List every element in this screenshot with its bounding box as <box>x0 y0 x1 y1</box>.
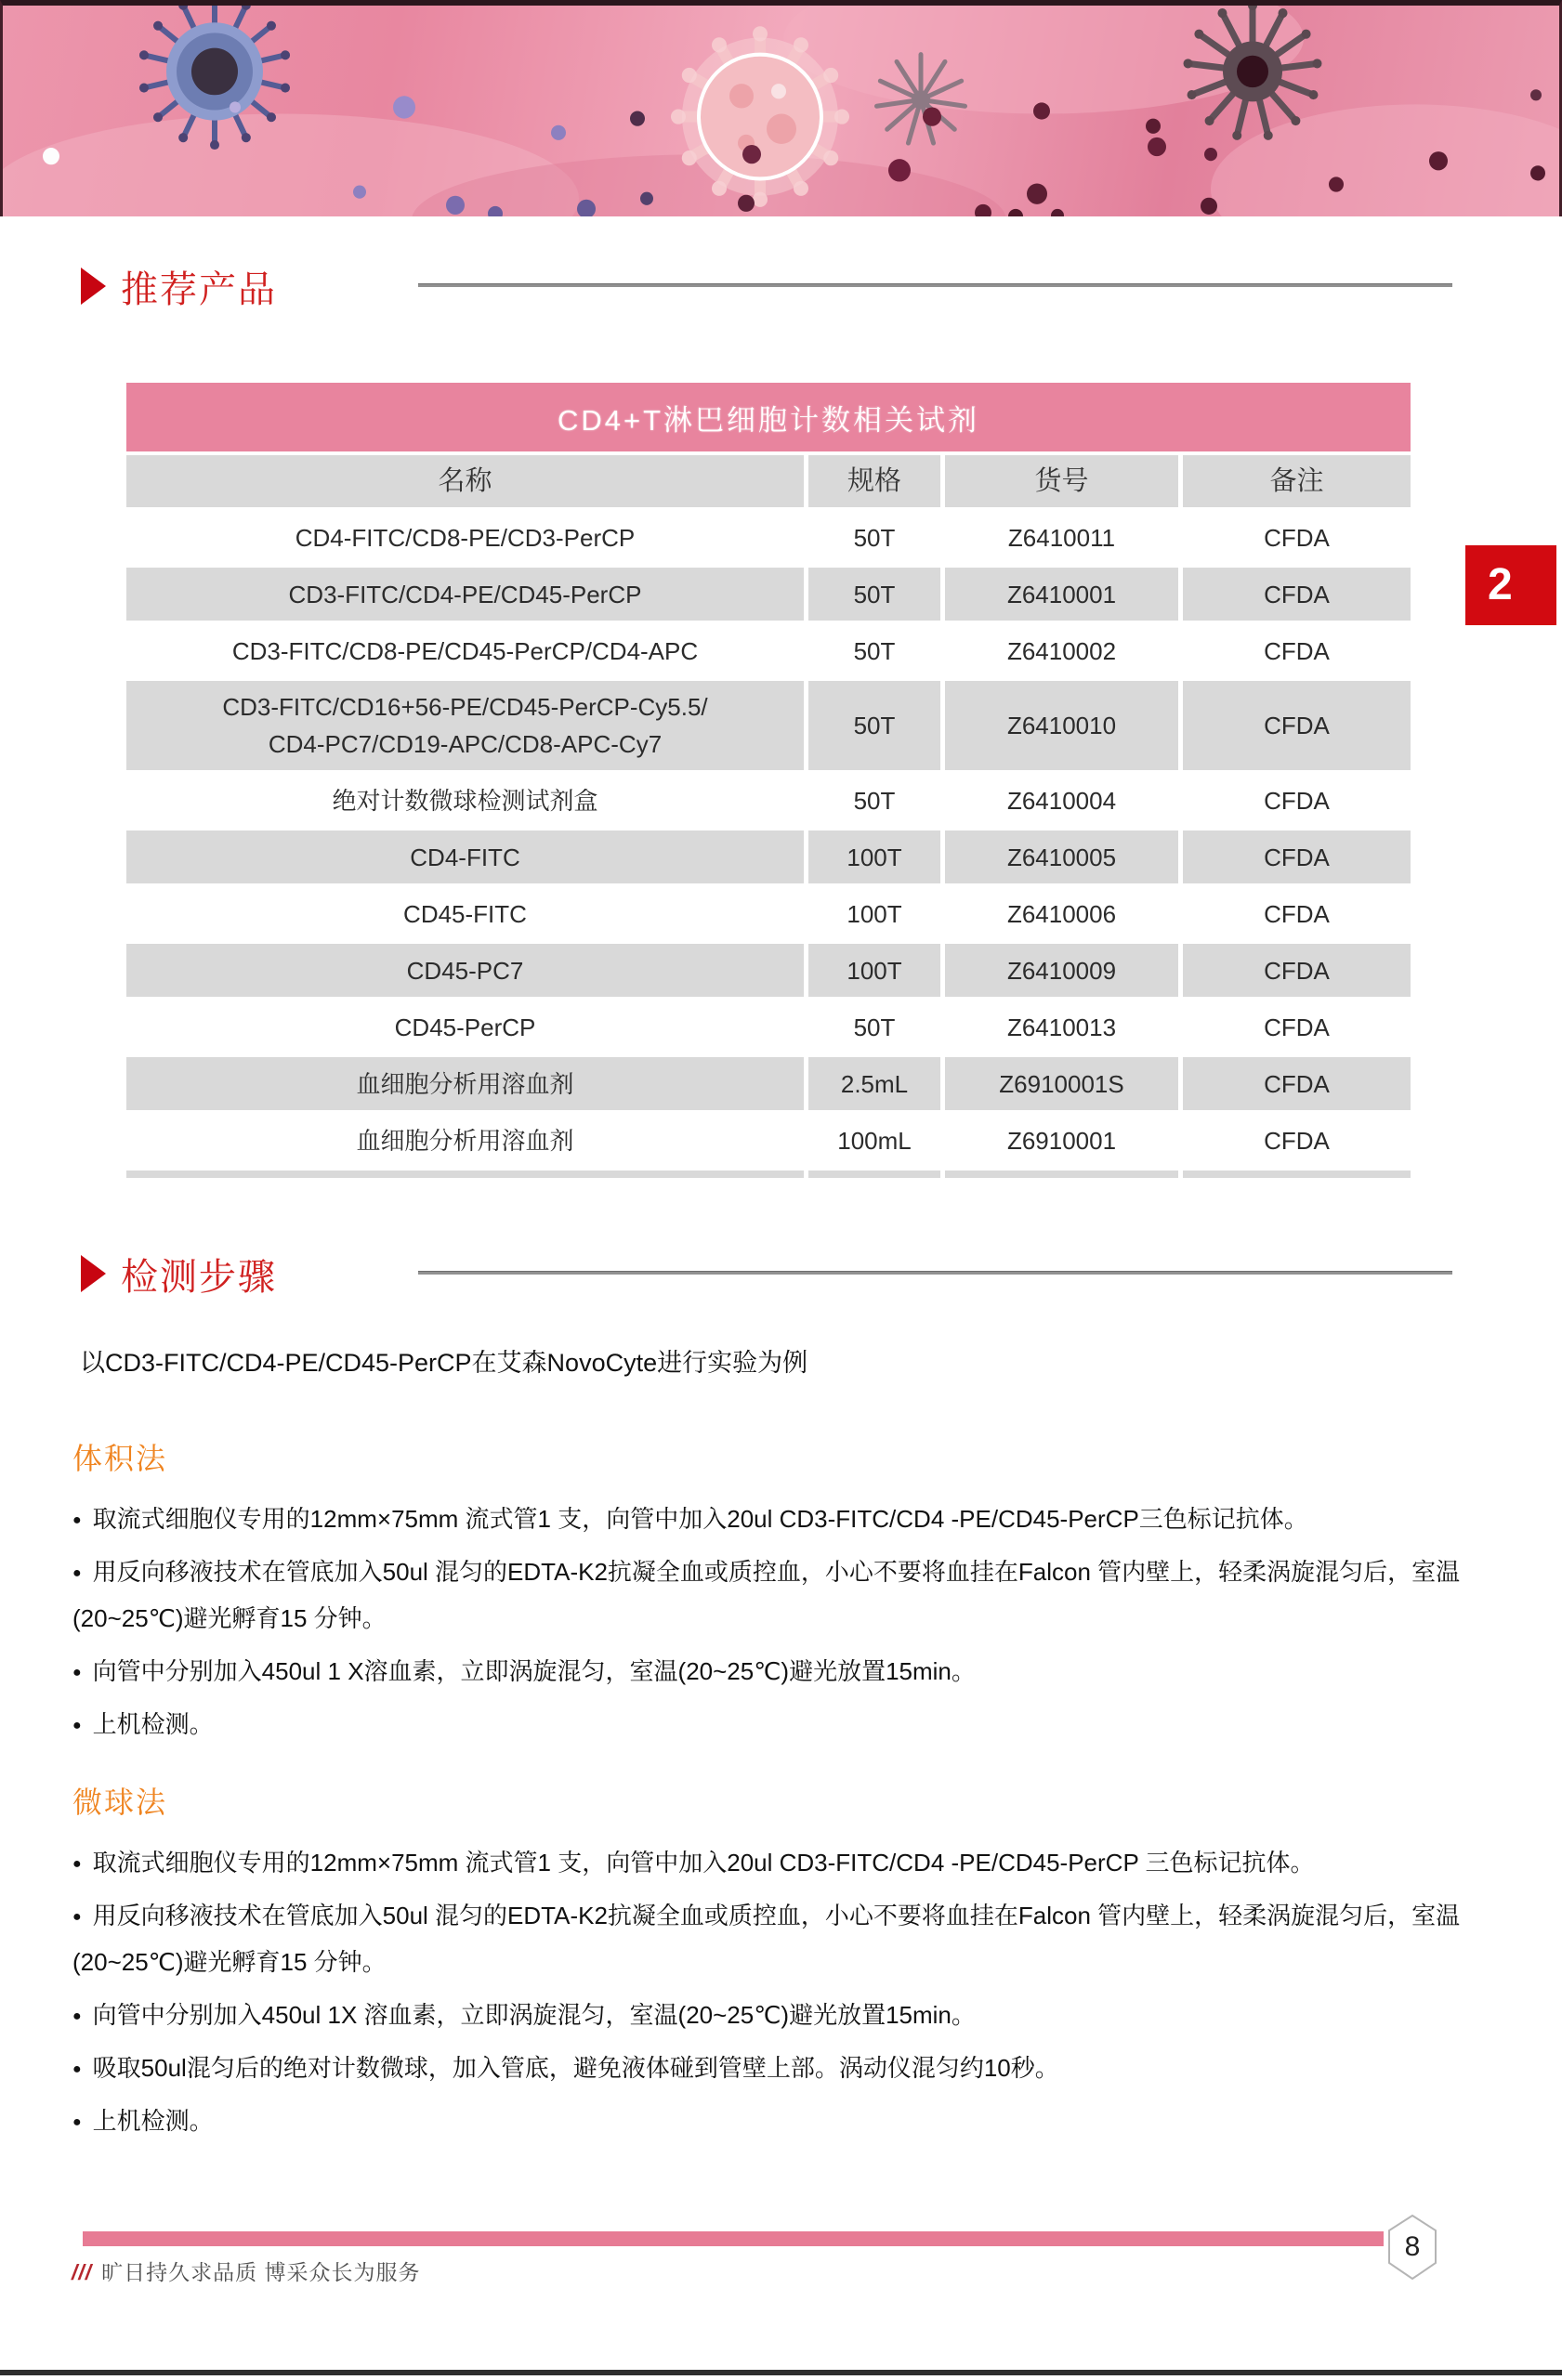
strip-cell <box>126 1170 804 1178</box>
table-cell-cat: Z6410005 <box>945 830 1178 883</box>
bullet-dot-icon: ● <box>72 1512 82 1528</box>
table-cell-cat: Z6410006 <box>1006 899 1117 928</box>
chapter-tab: 2 <box>1465 545 1556 625</box>
table-header-row <box>126 455 1411 507</box>
bullet-dot-icon: ● <box>72 2114 82 2130</box>
section-rule <box>418 283 1452 287</box>
hero-art <box>3 6 1559 216</box>
table-cell-spec: 50T <box>808 568 940 621</box>
steps-intro: 以CD3-FITC/CD4-PE/CD45-PerCP在艾森NovoCyte进行实验为例 <box>80 1349 808 1377</box>
page-number: 8 <box>1404 2231 1421 2262</box>
table-cell-note: CFDA <box>1264 786 1330 815</box>
footer-bar <box>83 2231 1384 2246</box>
table-cell-name: 血细胞分析用溶血剂 <box>126 1057 804 1110</box>
strip-cell <box>1183 1170 1411 1178</box>
table-cell-name: CD45-PerCP <box>394 1013 536 1041</box>
column-header-spec: 规格 <box>808 455 940 507</box>
table-cell-note: CFDA <box>1183 568 1411 621</box>
table-cell-spec: 100T <box>847 899 902 928</box>
table-cell-spec: 50T <box>808 681 940 770</box>
strip-cell <box>808 1170 940 1178</box>
table-cell-note: CFDA <box>1264 899 1330 928</box>
table-cell-name: CD4-FITC <box>126 830 804 883</box>
table-cell-name: CD45-FITC <box>403 899 527 928</box>
table-cell-cat: Z6410010 <box>945 681 1178 770</box>
section-recommended-products <box>81 260 277 312</box>
bullet-line: ● 向管中分别加入450ul 1X 溶血素，立即涡旋混匀，室温(20~25℃)避光放置15min。 <box>72 2001 976 2029</box>
table-cell-spec: 50T <box>853 786 896 815</box>
table-cell-name: 血细胞分析用溶血剂 <box>356 1126 574 1155</box>
slogan-text: 旷日持久求品质 博采众长为服务 <box>101 2260 421 2284</box>
strip-cell <box>945 1170 1178 1178</box>
table-row <box>126 774 1411 827</box>
method-heading: 微球法 <box>72 1785 168 1819</box>
bullet-dot-icon: ● <box>72 1718 82 1733</box>
bullet-dot-icon: ● <box>72 2061 82 2077</box>
method-bullets <box>72 1839 1468 2144</box>
slash-marks-icon: /// <box>72 2260 93 2284</box>
table-cell-note: CFDA <box>1183 944 1411 997</box>
table-cell-note: CFDA <box>1183 681 1411 770</box>
table-row <box>126 568 1411 621</box>
bullet-line: ● 取流式细胞仪专用的12mm×75mm 流式管1 支，向管中加入20ul CD3-FITC/CD4 -PE/CD45-PerCP 三色标记抗体。 <box>72 1849 1315 1877</box>
table-row <box>126 887 1411 940</box>
product-table <box>126 383 1411 1178</box>
table-cell-name: CD45-PC7 <box>126 944 804 997</box>
table-cell-cat: Z6910001S <box>945 1057 1178 1110</box>
table-row <box>126 1000 1411 1053</box>
table-cell-note: CFDA <box>1264 1013 1330 1041</box>
red-triangle-icon <box>81 268 106 305</box>
table-cell-name: CD3-FITC/CD16+56-PE/CD45-PerCP-Cy5.5/ CD4-PC7/CD19-APC/CD8-APC-Cy7 <box>126 681 804 770</box>
table-row <box>126 681 1411 770</box>
bullet-line: ● 上机检测。 <box>72 2107 214 2135</box>
table-row <box>126 624 1411 677</box>
table-cell-note: CFDA <box>1264 523 1330 552</box>
table-cell-spec: 50T <box>853 636 896 665</box>
table-body <box>126 511 1411 1167</box>
bullet-dot-icon: ● <box>72 1856 82 1872</box>
table-cell-note: CFDA <box>1183 1057 1411 1110</box>
table-cell-spec: 50T <box>853 523 896 552</box>
table-cell-note: CFDA <box>1264 636 1330 665</box>
table-cell-spec: 100T <box>808 944 940 997</box>
bullet-line: ● 取流式细胞仪专用的12mm×75mm 流式管1 支，向管中加入20ul CD3-FITC/CD4 -PE/CD45-PerCP三色标记抗体。 <box>72 1505 1308 1533</box>
table-row <box>126 1114 1411 1167</box>
method-volume <box>72 1440 1468 1754</box>
table-cell-cat: Z6410013 <box>1006 1013 1117 1041</box>
table-row <box>126 1057 1411 1110</box>
column-header-catalog: 货号 <box>945 455 1178 507</box>
bullet-continuation: (20~25℃)避光孵育15 分钟。 <box>72 1948 387 1976</box>
page-number-badge <box>1388 2215 1437 2280</box>
column-header-note: 备注 <box>1183 455 1411 507</box>
section-rule <box>418 1271 1452 1275</box>
table-cell-cat: Z6410001 <box>945 568 1178 621</box>
section-title-text: 检测步骤 <box>121 1256 277 1298</box>
table-cell-cat: Z6910001 <box>1006 1126 1117 1155</box>
table-cell-name: CD3-FITC/CD8-PE/CD45-PerCP/CD4-APC <box>231 636 699 665</box>
bullet-line: ● 吸取50ul混匀后的绝对计数微球，加入管底，避免液体碰到管壁上部。涡动仪混匀约10秒。 <box>72 2054 1059 2082</box>
footer-slogan <box>72 2256 421 2286</box>
section-title-text: 推荐产品 <box>121 268 277 310</box>
bullet-dot-icon: ● <box>72 1565 82 1581</box>
bullet-line: ● 用反向移液技术在管底加入50ul 混匀的EDTA-K2抗凝全血或质控血，小心不要将血挂在Falcon 管内壁上，轻柔涡旋混匀后，室温 <box>72 1558 1461 1586</box>
table-row <box>126 511 1411 564</box>
column-header-name: 名称 <box>126 455 804 507</box>
hero-banner <box>0 0 1562 216</box>
table-cell-cat: Z6410002 <box>1006 636 1117 665</box>
method-bullets <box>72 1496 1468 1747</box>
bullet-continuation: (20~25℃)避光孵育15 分钟。 <box>72 1604 387 1632</box>
table-cell-spec: 50T <box>853 1013 896 1041</box>
bullet-line: ● 上机检测。 <box>72 1710 214 1738</box>
table-bottom-strip <box>126 1170 1411 1178</box>
table-cell-spec: 2.5mL <box>808 1057 940 1110</box>
table-cell-cat: Z6410009 <box>945 944 1178 997</box>
bullet-dot-icon: ● <box>72 1665 82 1680</box>
table-title: CD4+T淋巴细胞计数相关试剂 <box>126 383 1411 451</box>
bullet-dot-icon: ● <box>72 1909 82 1925</box>
page-bottom-edge <box>0 2370 1562 2375</box>
method-microsphere <box>72 1784 1468 2151</box>
bullet-line: ● 用反向移液技术在管底加入50ul 混匀的EDTA-K2抗凝全血或质控血，小心不要将血挂在Falcon 管内壁上，轻柔涡旋混匀后，室温 <box>72 1902 1461 1929</box>
table-cell-name: 绝对计数微球检测试剂盒 <box>332 786 598 815</box>
table-cell-cat: Z6410004 <box>1006 786 1117 815</box>
table-cell-note: CFDA <box>1183 830 1411 883</box>
bullet-line: ● 向管中分别加入450ul 1 X溶血素，立即涡旋混匀，室温(20~25℃)避光放置15min。 <box>72 1657 976 1685</box>
method-heading: 体积法 <box>72 1442 168 1475</box>
table-cell-spec: 100T <box>808 830 940 883</box>
table-cell-spec: 100mL <box>837 1126 912 1155</box>
table-cell-note: CFDA <box>1264 1126 1330 1155</box>
red-triangle-icon <box>81 1255 106 1292</box>
section-detection-steps <box>81 1248 277 1300</box>
table-cell-cat: Z6410011 <box>1007 523 1116 552</box>
table-cell-name: CD4-FITC/CD8-PE/CD3-PerCP <box>295 523 636 552</box>
table-cell-name: CD3-FITC/CD4-PE/CD45-PerCP <box>126 568 804 621</box>
table-row <box>126 944 1411 997</box>
table-row <box>126 830 1411 883</box>
bullet-dot-icon: ● <box>72 2008 82 2024</box>
